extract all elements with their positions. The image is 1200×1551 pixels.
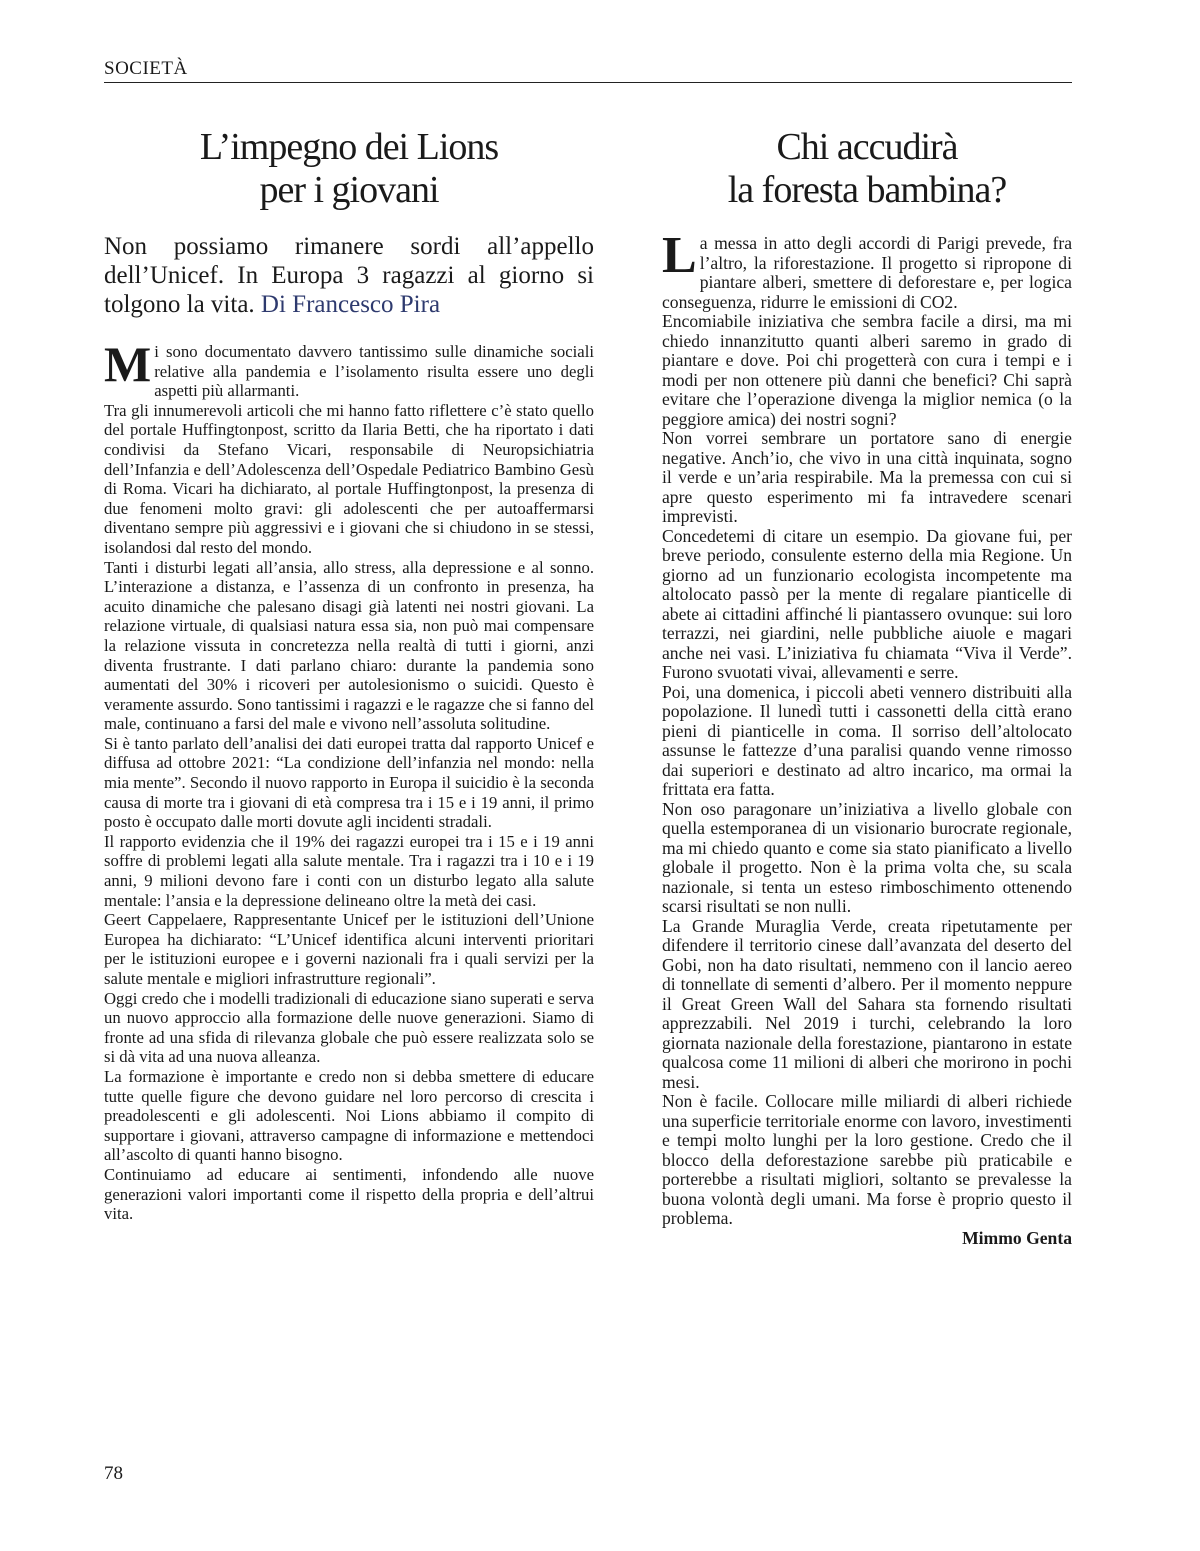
- right-paragraph: Poi, una domenica, i piccoli abeti vennero distribuiti alla popolazione. Il lunedì tutti i cassonetti della città erano pieni di pianticelle in coma. Il sorriso dell’altolocato assunse le fattezze d’una paralisi quando venne rimosso dai superiori e destinato ad altro incarico, ma ormai la frittata era fatta.: [662, 681, 1072, 799]
- right-title-line-1: Chi accudirà: [776, 126, 958, 168]
- left-title-line-1: L’impegno dei Lions: [199, 126, 499, 168]
- left-paragraph: Il rapporto evidenzia che il 19% dei ragazzi europei tra i 15 e i 19 anni soffre di problemi legati alla salute mentale. Tra i ragazzi tra i 10 e i 19 anni, 9 milioni devono fare i conti con un disturbo legato alla salute mentale: l’ansia e la depressione delineano oltre la metà dei casi.: [104, 831, 594, 910]
- left-title-line-2: per i giovani: [259, 169, 439, 211]
- right-first-paragraph: [662, 227, 1072, 312]
- page-number: 78: [104, 1463, 123, 1484]
- left-article-body: [104, 336, 594, 1224]
- right-first-paragraph-text: a messa in atto degli accordi di Parigi prevede, fra l’altro, la riforestazione. Il progetto si ripropone di piantare alberi, smettere di deforestare e, per logica conseguenza, ridurre le emissioni di CO2.: [662, 233, 1072, 312]
- right-paragraph: Concedetemi di citare un esempio. Da giovane fui, per breve periodo, consulente esterno della mia Regione. Un giorno ad un funzionario ecologista incompetente ma altolocato passò per la mente di regalare pianticelle di abete ai cittadini affinché li piantassero ovunque: sui loro terrazzi, nei giardini, nelle pubbliche aiuole e magari anche nei vasi. L’iniziativa fu chiamata “Viva il Verde”. Furono svuotati vivai, allevamenti e serre.: [662, 525, 1072, 682]
- left-first-paragraph-text: i sono documentato davvero tantissimo sulle dinamiche sociali relative alla pandemia e l’isolamento risulta essere uno degli aspetti più allarmanti.: [154, 342, 594, 401]
- left-paragraph: Tanti i disturbi legati all’ansia, allo stress, alla depressione e al sonno. L’interazione a distanza, e l’assenza di un confronto in presenza, ha acuito dinamiche che palesano disagi già latenti nei nostri giovani. La relazione virtuale, di qualsiasi natura essa sia, non può mai compensare la relazione vissuta in concretezza nella realtà di tutti i giorni, anzi diventa frustrante. I dati parlano chiaro: durante la pandemia sono aumentati del 30% i ricoveri per autolesionismo o suicidi. Questo è veramente assurdo. Sono tantissimi i ragazzi e le ragazze che si fanno del male, continuano a farsi del male e vivono nell’assoluta solitudine.: [104, 557, 594, 734]
- left-paragraph: La formazione è importante e credo non si debba smettere di educare tutte quelle figure che devono guidare nel loro percorso di crescita i preadolescenti e gli adolescenti. Noi Lions abbiamo il compito di supportare i giovani, attraverso campagne di informazione e mettendoci all’ascolto di quanti hanno bisogno.: [104, 1066, 594, 1165]
- byline: Di Francesco Pira: [260, 291, 441, 318]
- left-paragraph: Si è tanto parlato dell’analisi dei dati europei tratta dal rapporto Unicef e diffusa ad ottobre 2021: “La condizione dell’infanzia nel mondo: nella mia mente”. Secondo il nuovo rapporto in Europa il suicidio è la seconda causa di morte tra i giovani di età compresa tra i 15 e i 19 anni, il primo posto è occupato dalle morti dovute agli incidenti stradali.: [104, 733, 594, 832]
- author-signature: Mimmo Genta: [962, 1227, 1072, 1248]
- left-dropcap: M: [104, 336, 152, 392]
- right-paragraph: La Grande Muraglia Verde, creata ripetutamente per difendere il territorio cinese dall’avanzata del deserto del Gobi, non ha dato risultati, nemmeno con il lancio aereo di tonnellate di sementi d’albero. Per il momento neppure il Great Green Wall del Sahara sta fornendo risultati apprezzabili. Nel 2019 i turchi, celebrando la loro giornata nazionale della forestazione, piantarono in estate qualcosa come 11 milioni di alberi che morirono in pochi mesi.: [662, 915, 1072, 1092]
- section-label: SOCIETÀ: [104, 58, 188, 79]
- left-article-subtitle: [104, 232, 594, 319]
- right-title-line-2: la foresta bambina?: [727, 169, 1007, 211]
- left-paragraph: Oggi credo che i modelli tradizionali di educazione siano superati e serva un nuovo approccio alla formazione delle nuove generazioni. Siamo di fronte ad una sfida di rilevanza globale che può essere realizzata solo se si dà vita ad una nuova alleanza.: [104, 988, 594, 1067]
- subtitle-text: Non possiamo rimanere sordi all’appello dell’Unicef. In Europa 3 ragazzi al giorno si tolgono la vita.: [104, 233, 594, 318]
- header-rule: [104, 82, 1072, 83]
- right-dropcap: L: [662, 227, 697, 284]
- right-paragraph: Non vorrei sembrare un portatore sano di energie negative. Anch’io, che vivo in una città inquinata, sogno il verde e un’aria respirabile. Ma la premessa con cui si apre questo esperimento mi fa intravedere scenari imprevisti.: [662, 428, 1072, 526]
- right-paragraph: Non è facile. Collocare mille miliardi di alberi richiede una superficie territoriale enorme con lavoro, investimenti e tempi molto lunghi per la loro gestione. Credo che il blocco della deforestazione sarebbe più praticabile e porterebbe a risultati migliori, soltanto se prevalesse la buona volontà degli umani. Ma forse è proprio questo il problema.: [662, 1091, 1072, 1228]
- left-paragraph: Geert Cappelaere, Rappresentante Unicef per le istituzioni dell’Unione Europea ha dichiarato: “L’Unicef identifica alcuni interventi prioritari per le istituzioni europee e i governi nazionali fra i quali servizi per la salute mentale e migliori infrastrutture regionali”.: [104, 910, 594, 988]
- left-paragraph: Tra gli innumerevoli articoli che mi hanno fatto riflettere c’è stato quello del portale Huffingtonpost, scritto da Ilaria Betti, che ha riportato i dati condivisi da Stefano Vicari, responsabile di Neuropsichiatria dell’Infanzia e dell’Adolescenza dell’Ospedale Pediatrico Bambino Gesù di Roma. Vicari ha dichiarato, al portale Huffingtonpost, la presenza di due fenomeni molto gravi: gli adolescenti che per autoaffermarsi diventano sempre più aggressivi e i giovani che si chiudono in se stessi, isolandosi dal resto del mondo.: [104, 400, 594, 557]
- left-first-paragraph: [104, 336, 594, 401]
- left-paragraph: Continuiamo ad educare ai sentimenti, infondendo alle nuove generazioni valori importanti come il rispetto della propria e dell’altrui vita.: [104, 1164, 594, 1224]
- right-article-body: [662, 227, 1072, 1248]
- right-paragraph: Encomiabile iniziativa che sembra facile a dirsi, ma mi chiedo innanzitutto quanti alberi saremo in grado di piantare e dove. Poi chi progetterà con cura i tempi e i modi per non ottenere più danni che benefici? Chi saprà evitare che l’operazione divenga la miglior nemica (o la peggiore amica) dei nostri sogni?: [662, 311, 1072, 429]
- left-article-title: [104, 126, 594, 212]
- right-paragraph: Non oso paragonare un’iniziativa a livello globale con quella estemporanea di un visionario burocrate regionale, ma mi chiedo quanto e come sia stato pianificato a livello globale il progetto. Non è la prima volta che, su scala nazionale, si tenta un esteso rimboschimento ottenendo scarsi risultati se non nulli.: [662, 798, 1072, 916]
- right-article-title: [662, 126, 1072, 212]
